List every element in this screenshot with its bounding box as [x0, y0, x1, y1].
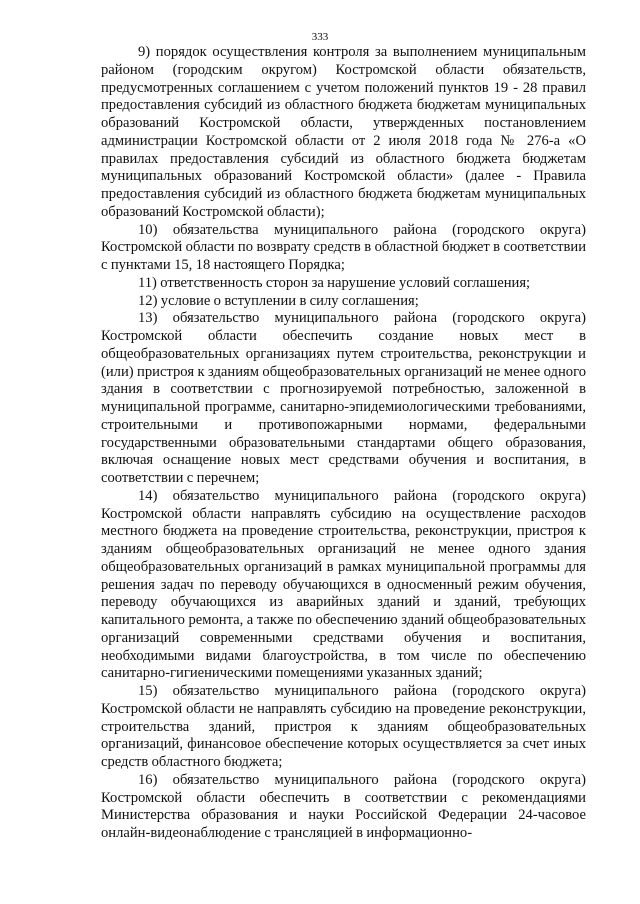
paragraph-item-14: 14) обязательство муниципального района (городского округа) Костромской области направлять субсидию на осуществление расходов местного бюджета на проведение строительства, реконструкции, пристроя к зданиям общеобразовательных организаций не менее одного здания общеобразовательных организаций в рамках муниципальной программы для решения задач по переводу обучающихся в односменный режим обучения, переводу обучающихся из аварийных зданий и зданий, требующих капитального ремонта, а также по обеспечению зданий общеобразовательных организаций современными средствами обучения и воспитания, необходимыми видами благоустройства, в том числе по обеспечению санитарно-гигиеническими помещениями указанных зданий;	[101, 487, 586, 682]
paragraph-item-15: 15) обязательство муниципального района (городского округа) Костромской области не направлять субсидию на проведение реконструкции, строительства зданий, пристроя к зданиям общеобразовательных организаций, финансовое обеспечение которых осуществляется за счет иных средств областного бюджета;	[101, 683, 586, 770]
paragraph-item-16: 16) обязательство муниципального района (городского округа) Костромской области обеспечить в соответствии с рекомендациями Министерства образования и науки Российской Федерации 24-часовое онлайн-видеонаблюдение с трансляцией в информационно-	[101, 771, 586, 841]
document-body	[101, 44, 586, 843]
page-number: 333	[311, 31, 329, 43]
paragraph-item-10: 10) обязательства муниципального района (городского округа) Костромской области по возврату средств в областной бюджет в соответствии с пунктами 15, 18 настоящего Порядка;	[101, 221, 586, 273]
paragraph-item-11: 11) ответственность сторон за нарушение условий соглашения;	[138, 274, 531, 291]
paragraph-item-12: 12) условие о вступлении в силу соглашения;	[138, 292, 419, 309]
paragraph-item-13: 13) обязательство муниципального района (городского округа) Костромской области обеспечить создание новых мест в общеобразовательных организациях путем строительства, реконструкции и (или) пристроя к зданиям общеобразовательных организаций не менее одного здания в соответствии с прогнозируемой потребностью, заложенной в муниципальной программе, санитарно-эпидемиологическими требованиями, строительными и противопожарными нормами, федеральными государственными образовательными стандартами общего образования, включая оснащение новых мест средствами обучения и воспитания, в соответствии с перечнем;	[101, 310, 586, 486]
paragraph-item-9: 9) порядок осуществления контроля за выполнением муниципальным районом (городским округом) Костромской области обязательств, предусмотренных соглашением с учетом положений пунктов 19 - 28 правил предоставления субсидий из областного бюджета бюджетам муниципальных образований Костромской области, утвержденных постановлением администрации Костромской области от 2 июля 2018 года № 276-а «О правилах предоставления субсидий из областного бюджета бюджетам муниципальных образований Костромской области» (далее - Правила предоставления субсидий из областного бюджета бюджетам муниципальных образований Костромской области);	[101, 44, 586, 220]
